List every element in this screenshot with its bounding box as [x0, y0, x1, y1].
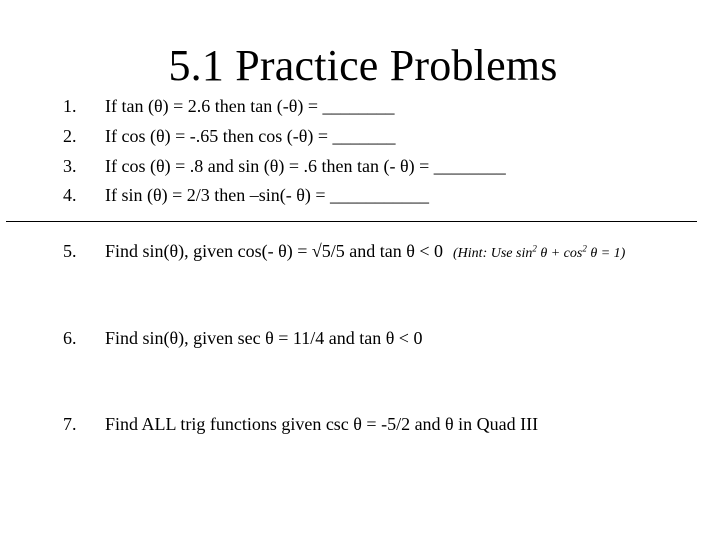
problem-3-number: 3.	[63, 156, 77, 176]
problem-5-number: 5.	[63, 241, 77, 261]
problem-4-number: 4.	[63, 185, 77, 205]
section-divider	[6, 221, 697, 222]
problem-5-line	[105, 239, 625, 266]
problem-1-number: 1.	[63, 96, 77, 116]
problem-6-number: 6.	[63, 328, 77, 348]
hint-middle: θ + cos	[536, 246, 583, 261]
hint-exponent-1: 2	[532, 243, 537, 254]
hint-exponent-2: 2	[582, 243, 587, 254]
hint-close: θ = 1)	[586, 246, 626, 261]
hint-open: (Hint: Use sin	[453, 246, 533, 261]
problem-1-text: If tan (θ) = 2.6 then tan (-θ) = ________	[105, 96, 395, 116]
problem-5-hint	[453, 243, 626, 261]
problem-5-text: Find sin(θ), given cos(- θ) = √5/5 and tan θ < 0	[105, 241, 444, 261]
problem-7-text: Find ALL trig functions given csc θ = -5/2 and θ in Quad III	[105, 414, 539, 434]
problem-7-number: 7.	[63, 414, 77, 434]
problem-2-number: 2.	[63, 126, 77, 146]
problem-4-text: If sin (θ) = 2/3 then –sin(- θ) = ___________	[105, 185, 430, 205]
problem-3-text: If cos (θ) = .8 and sin (θ) = .6 then tan (- θ) = ________	[105, 156, 506, 176]
problem-2-text: If cos (θ) = -.65 then cos (-θ) = _______	[105, 126, 396, 146]
page-title: 5.1 Practice Problems	[168, 41, 558, 90]
problem-6-text: Find sin(θ), given sec θ = 11/4 and tan θ < 0	[105, 328, 423, 348]
